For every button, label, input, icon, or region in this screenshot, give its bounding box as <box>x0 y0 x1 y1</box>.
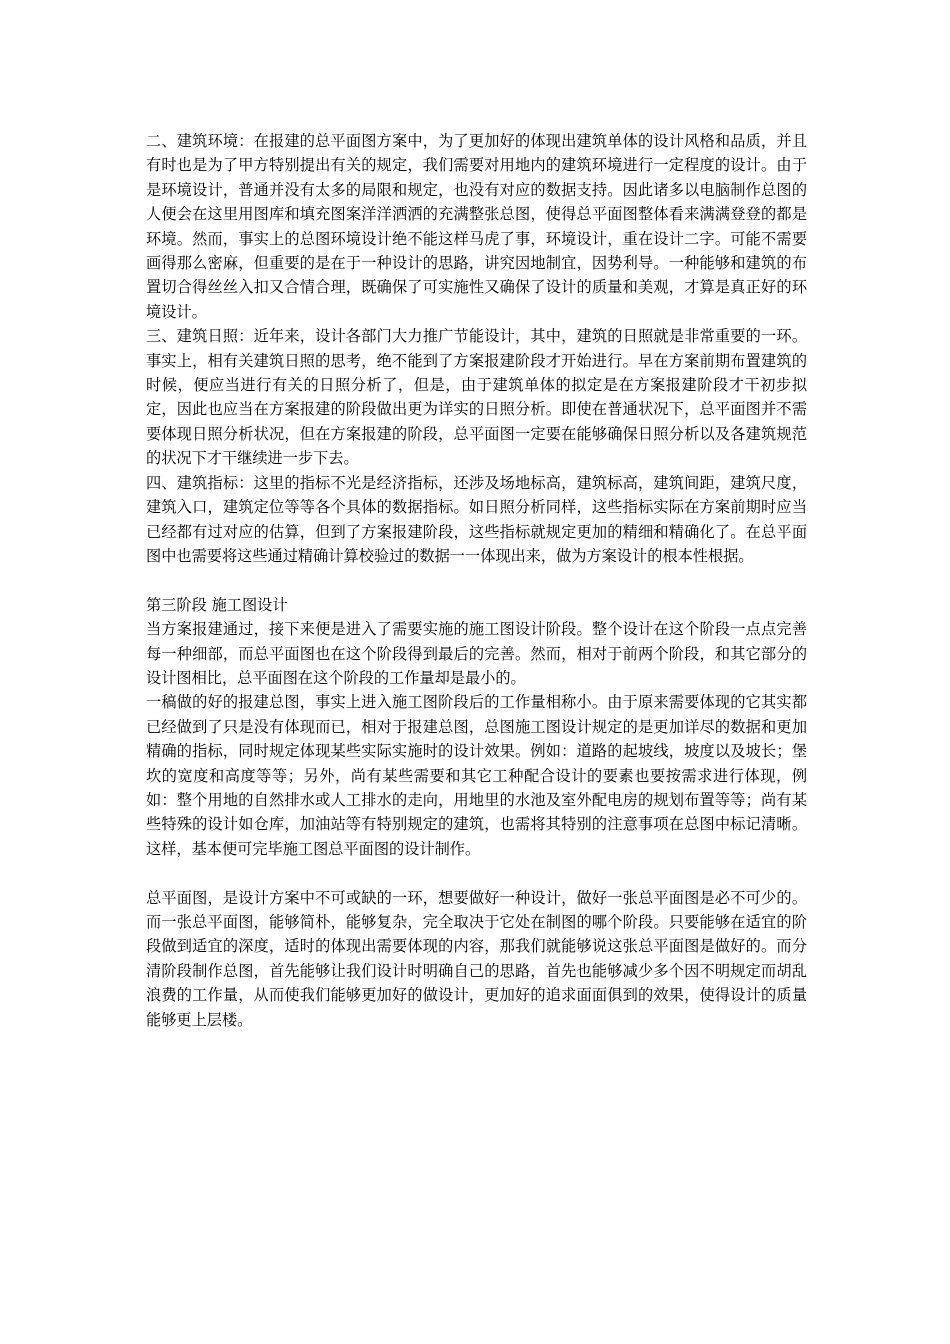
paragraph-stage-three-detail: 一稿做的好的报建总图，事实上进入施工图阶段后的工作量相称小。由于原来需要体现的它其实都已经做到了只是没有体现而已，相对于报建总图，总图施工图设计规定的是更加详尽的数据和更加精确的指标，同时规定体现某些实际实施时的设计效果。例如：道路的起坡线，坡度以及坡长；堡坎的宽度和高度等等；另外，尚有某些需要和其它工种配合设计的要素也要按需求进行体现，例如：整个用地的自然排水或人工排水的走向，用地里的水池及室外配电房的规划布置等等；尚有某些特殊的设计如仓库，加油站等有特别规定的建筑，也需将其特别的注意事项在总图中标记清晰。这样，基本便可完毕施工图总平面图的设计制作。 <box>146 693 807 858</box>
document-body <box>146 129 807 1032</box>
paragraph-stage-three-intro: 当方案报建通过，接下来便是进入了需要实施的施工图设计阶段。整个设计在这个阶段一点点完善每一种细部，而总平面图也在这个阶段得到最后的完善。然而，相对于前两个阶段，和其它部分的设计图相比，总平面图在这个阶段的工作量却是最小的。 <box>146 620 807 687</box>
paragraph-building-environment: 二、建筑环境：在报建的总平面图方案中，为了更加好的体现出建筑单体的设计风格和品质，并且有时也是为了甲方特别提出有关的规定，我们需要对用地内的建筑环境进行一定程度的设计。由于是环境设计，普通并没有太多的局限和规定，也没有对应的数据支持。因此诸多以电脑制作总图的人便会在这里用图库和填充图案洋洋洒洒的充满整张总图，使得总平面图整体看来满满登登的都是环境。然而，事实上的总图环境设计绝不能这样马虎了事，环境设计，重在设计二字。可能不需要画得那么密麻，但重要的是在于一种设计的思路，讲究因地制宜，因势利导。一种能够和建筑的布置切合得丝丝入扣又合情合理，既确保了可实施性又确保了设计的质量和美观，才算是真正好的环境设计。 <box>146 132 807 321</box>
paragraph-building-sunlight: 三、建筑日照：近年来，设计各部门大力推广节能设计，其中，建筑的日照就是非常重要的一环。事实上，相有关建筑日照的思考，绝不能到了方案报建阶段才开始进行。早在方案前期布置建筑的时候，便应当进行有关的日照分析了，但是，由于建筑单体的拟定是在方案报建阶段才干初步拟定，因此也应当在方案报建的阶段做出更为详实的日照分析。即使在普通状况下，总平面图并不需要体现日照分析状况，但在方案报建的阶段，总平面图一定要在能够确保日照分析以及各建筑规范的状况下才干继续进一步下去。 <box>146 327 807 468</box>
blank-line <box>146 861 807 885</box>
paragraph-conclusion: 总平面图，是设计方案中不可或缺的一环，想要做好一种设计，做好一张总平面图是必不可少的。而一张总平面图，能够简朴，能够复杂，完全取决于它处在制图的哪个阶段。只要能够在适宜的阶段做到适宜的深度，适时的体现出需要体现的内容，那我们就能够说这张总平面图是做好的。而分清阶段制作总图，首先能够让我们设计时明确自己的思路，首先也能够减少多个因不明规定而胡乱浪费的工作量，从而使我们能够更加好的做设计，更加好的追求面面俱到的效果，使得设计的质量能够更上层楼。 <box>146 888 807 1029</box>
paragraph-building-indicators: 四、建筑指标：这里的指标不光是经济指标，还涉及场地标高，建筑标高，建筑间距，建筑尺度，建筑入口，建筑定位等等各个具体的数据指标。如日照分析同样，这些指标实际在方案前期时应当已经都有过对应的估算，但到了方案报建阶段，这些指标就规定更加的精细和精确化了。在总平面图中也需要将这些通过精确计算校验过的数据一一体现出来，做为方案设计的根本性根据。 <box>146 473 807 565</box>
stage-three-heading: 第三阶段 施工图设计 <box>146 595 288 614</box>
blank-line <box>146 568 807 592</box>
